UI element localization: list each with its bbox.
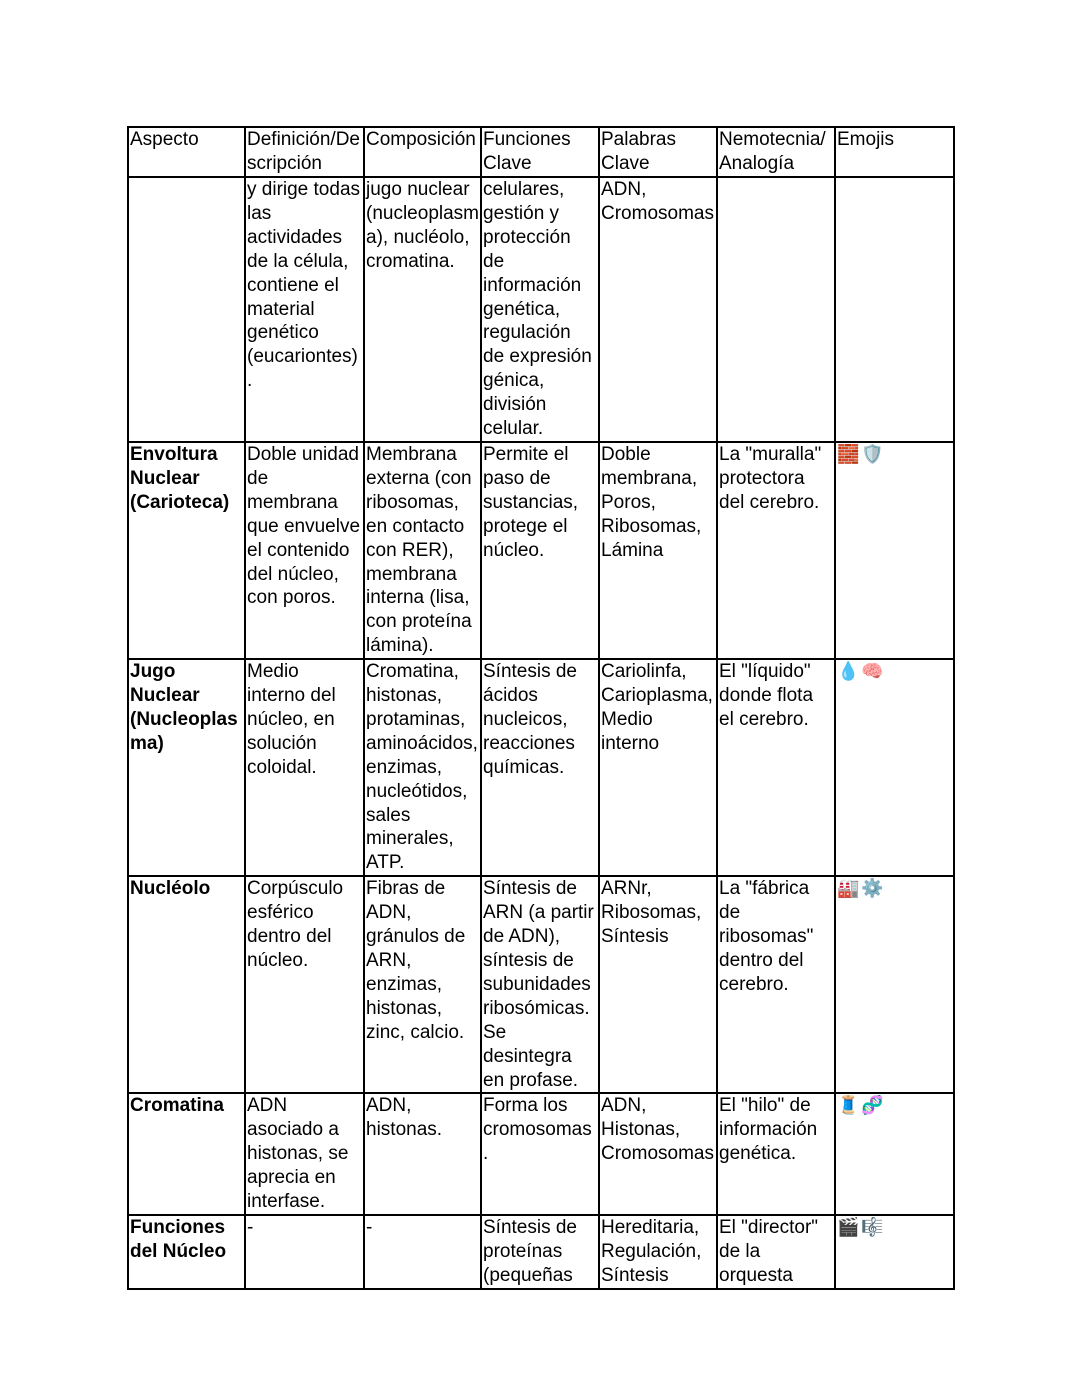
cell-definicion: ADN asociado a histonas, se aprecia en interfase. <box>245 1093 364 1215</box>
cell-composicion: Membrana externa (con ribosomas, en contacto con RER), membrana interna (lisa, con proteína lámina). <box>364 442 481 659</box>
cell-palabras: Doble membrana, Poros, Ribosomas, Lámina <box>599 442 717 659</box>
cell-funciones: Síntesis de ARN (a partir de ADN), síntesis de subunidades ribosómicas. Se desintegra en profase. <box>481 876 599 1093</box>
header-composicion: Composición <box>364 127 481 177</box>
cell-nemotecnia: El "líquido" donde flota el cerebro. <box>717 659 835 876</box>
factory-gear-icon: 🏭⚙️ <box>837 878 886 900</box>
cell-palabras: ADN, Cromosomas <box>599 177 717 442</box>
cell-aspecto: Jugo Nuclear (Nucleoplasma) <box>128 659 245 876</box>
cell-aspecto: Funciones del Núcleo <box>128 1215 245 1289</box>
cell-definicion: Doble unidad de membrana que envuelve el contenido del núcleo, con poros. <box>245 442 364 659</box>
header-definicion: Definición/Descripción <box>245 127 364 177</box>
summary-table <box>127 126 955 1290</box>
cell-definicion: y dirige todas las actividades de la célula, contiene el material genético (eucariontes). <box>245 177 364 442</box>
header-emojis: Emojis <box>835 127 954 177</box>
table-row <box>128 1215 954 1289</box>
cell-emojis <box>835 876 954 1093</box>
thread-dna-icon: 🧵🧬 <box>837 1095 886 1117</box>
header-palabras: Palabras Clave <box>599 127 717 177</box>
cell-palabras: Hereditaria, Regulación, Síntesis <box>599 1215 717 1289</box>
clapper-music-icon: 🎬🎼 <box>837 1216 886 1238</box>
table-row <box>128 1093 954 1215</box>
table-row <box>128 659 954 876</box>
header-aspecto: Aspecto <box>128 127 245 177</box>
cell-funciones: celulares, gestión y protección de información genética, regulación de expresión génica, división celular. <box>481 177 599 442</box>
cell-emojis <box>835 659 954 876</box>
cell-palabras: ADN, Histonas, Cromosomas <box>599 1093 717 1215</box>
cell-composicion: Cromatina, histonas, protaminas, aminoácidos, enzimas, nucleótidos, sales minerales, ATP. <box>364 659 481 876</box>
cell-emojis <box>835 177 954 442</box>
cell-definicion: Medio interno del núcleo, en solución coloidal. <box>245 659 364 876</box>
cell-aspecto: Nucléolo <box>128 876 245 1093</box>
cell-emojis <box>835 1093 954 1215</box>
droplet-brain-icon: 💧🧠 <box>837 661 886 683</box>
cell-nemotecnia: El "director" de la orquesta <box>717 1215 835 1289</box>
cell-definicion: - <box>245 1215 364 1289</box>
cell-nemotecnia <box>717 177 835 442</box>
cell-aspecto <box>128 177 245 442</box>
cell-palabras: Cariolinfa, Carioplasma, Medio interno <box>599 659 717 876</box>
cell-definicion: Corpúsculo esférico dentro del núcleo. <box>245 876 364 1093</box>
cell-funciones: Forma los cromosomas. <box>481 1093 599 1215</box>
cell-composicion: - <box>364 1215 481 1289</box>
brick-shield-icon: 🧱🛡️ <box>837 443 886 465</box>
cell-nemotecnia: La "fábrica de ribosomas" dentro del cerebro. <box>717 876 835 1093</box>
cell-composicion: Fibras de ADN, gránulos de ARN, enzimas, histonas, zinc, calcio. <box>364 876 481 1093</box>
header-nemotecnia: Nemotecnia/ Analogía <box>717 127 835 177</box>
header-funciones: Funciones Clave <box>481 127 599 177</box>
header-row <box>128 127 954 177</box>
cell-aspecto: Cromatina <box>128 1093 245 1215</box>
cell-composicion: jugo nuclear (nucleoplasma), nucléolo, cromatina. <box>364 177 481 442</box>
cell-nemotecnia: El "hilo" de información genética. <box>717 1093 835 1215</box>
cell-aspecto: Envoltura Nuclear (Carioteca) <box>128 442 245 659</box>
table-row <box>128 876 954 1093</box>
table-row <box>128 177 954 442</box>
cell-funciones: Permite el paso de sustancias, protege el núcleo. <box>481 442 599 659</box>
cell-emojis <box>835 1215 954 1289</box>
cell-palabras: ARNr, Ribosomas, Síntesis <box>599 876 717 1093</box>
table-row <box>128 442 954 659</box>
cell-funciones: Síntesis de proteínas (pequeñas <box>481 1215 599 1289</box>
cell-nemotecnia: La "muralla" protectora del cerebro. <box>717 442 835 659</box>
cell-composicion: ADN, histonas. <box>364 1093 481 1215</box>
cell-emojis <box>835 442 954 659</box>
cell-funciones: Síntesis de ácidos nucleicos, reacciones químicas. <box>481 659 599 876</box>
